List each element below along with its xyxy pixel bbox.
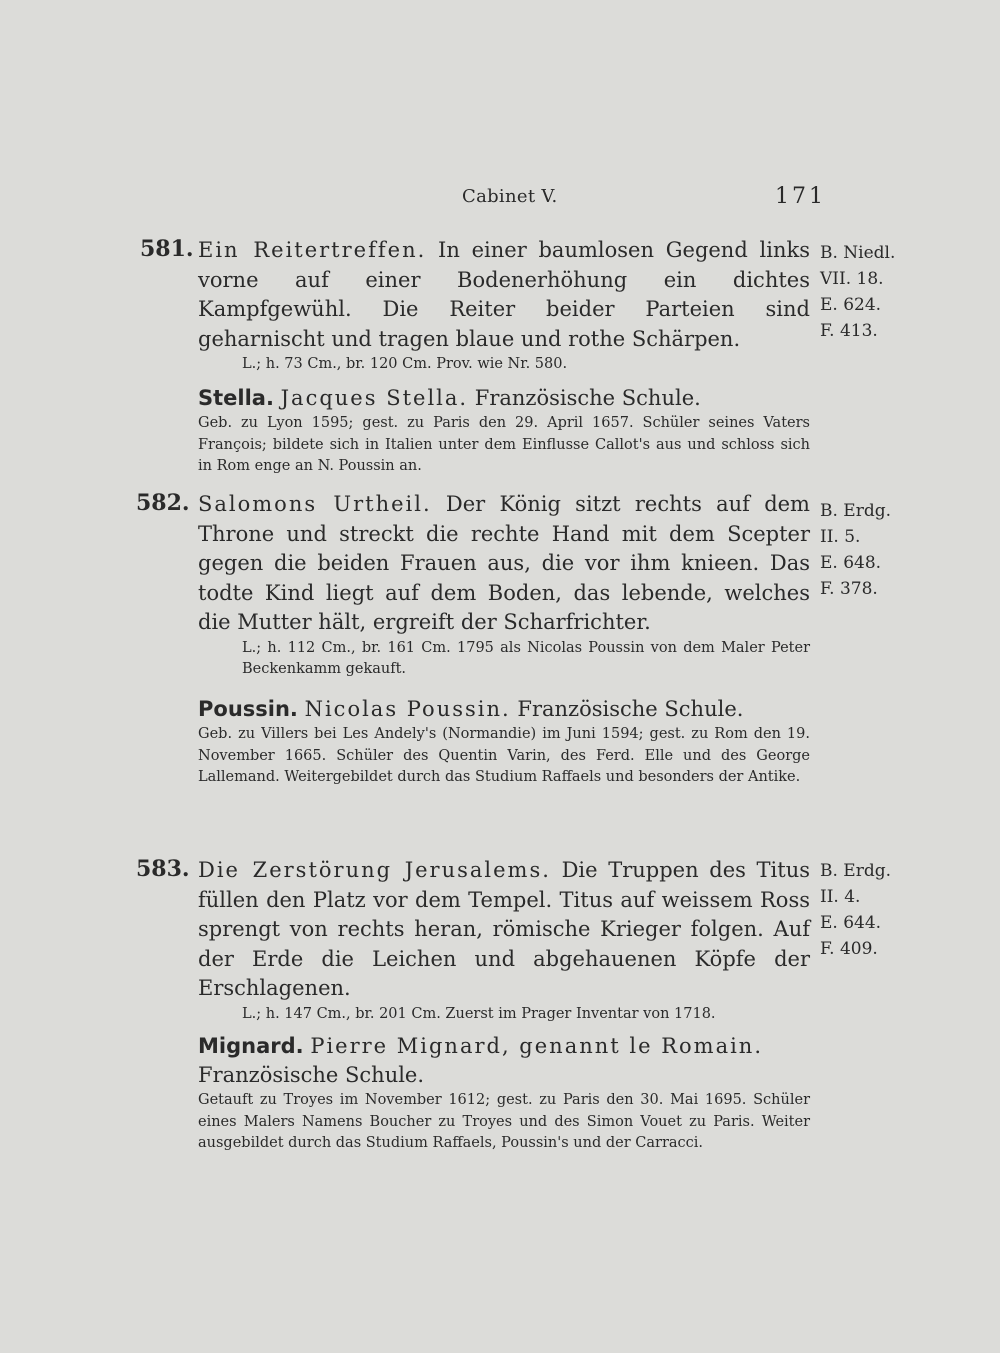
page-number: 171 bbox=[775, 184, 826, 209]
entry-number: 581. bbox=[140, 236, 194, 262]
artist-school: Französische Schule. bbox=[474, 386, 701, 410]
entry-details: L.; h. 73 Cm., br. 120 Cm. Prov. wie Nr. 580. bbox=[242, 356, 568, 372]
entry-description bbox=[198, 490, 810, 638]
artist-heading bbox=[198, 695, 810, 724]
entry-number: 582. bbox=[136, 490, 190, 516]
ref-e: E. 648. bbox=[820, 553, 882, 573]
artist-bio: Getauft zu Troyes im November 1612; gest. zu Paris den 30. Mai 1695. Schüler eines Malers Namens Boucher zu Troyes und des Simon Vouet zu Paris. Weiter ausgebildet durch das Studium Raffaels, Poussin's und der Carracci. bbox=[198, 1092, 810, 1151]
artist-short-name: Stella. bbox=[198, 386, 274, 410]
entry-text: Die Truppen des Titus füllen den Platz vor dem Tempel. Titus auf weissem Ross sprengt von rechts heran, römische Krieger folgen. Auf der Erde die Leichen und abgehauenen Köpfe der Erschlagenen. bbox=[198, 858, 810, 1000]
entry-title: Die Zerstörung Jerusalems. bbox=[198, 858, 551, 882]
artist-block bbox=[198, 384, 810, 478]
artist-school: Französische Schule. bbox=[517, 697, 744, 721]
ref-location: B. Erdg. bbox=[820, 501, 892, 521]
artist-heading bbox=[198, 384, 810, 413]
entry-description bbox=[198, 856, 810, 1004]
ref-f: F. 409. bbox=[820, 939, 878, 959]
artist-bio: Geb. zu Villers bei Les Andely's (Normandie) im Juni 1594; gest. zu Rom den 19. November 1665. Schüler des Quentin Varin, des Ferd. Elle und des George Lallemand. Weitergebildet durch das Studium Raffaels und besonders der Antike. bbox=[198, 726, 810, 785]
artist-block bbox=[198, 1032, 810, 1155]
ref-location: II. 4. bbox=[820, 887, 861, 907]
artist-heading bbox=[198, 1032, 810, 1090]
entry-references bbox=[820, 498, 891, 602]
catalog-entry bbox=[198, 856, 810, 1025]
artist-block bbox=[198, 695, 810, 789]
ref-location: VII. 18. bbox=[820, 269, 884, 289]
ref-f: F. 378. bbox=[820, 579, 878, 599]
entry-number: 583. bbox=[136, 856, 190, 882]
entry-details: L.; h. 147 Cm., br. 201 Cm. Zuerst im Prager Inventar von 1718. bbox=[242, 1005, 716, 1022]
artist-short-name: Poussin. bbox=[198, 697, 298, 721]
entry-text: Der König sitzt rechts auf dem Throne und streckt die rechte Hand mit dem Scepter gegen die beiden Frauen aus, die vor ihm knieen. Das todte Kind liegt auf dem Boden, das lebende, welches die Mutter hält, ergreift der Scharfrichter. bbox=[198, 492, 810, 634]
artist-full-name: Nicolas Poussin. bbox=[304, 697, 511, 721]
artist-full-name: Pierre Mignard, genannt le Romain. bbox=[310, 1034, 764, 1058]
entry-details: L.; h. 112 Cm., br. 161 Cm. 1795 als Nicolas Poussin von dem Maler Peter Beckenkamm gekauft. bbox=[242, 639, 810, 677]
ref-e: E. 644. bbox=[820, 913, 882, 933]
entry-title: Salomons Urtheil. bbox=[198, 492, 432, 516]
ref-location: II. 5. bbox=[820, 527, 861, 547]
artist-full-name: Jacques Stella. bbox=[280, 386, 469, 410]
entry-text: In einer baumlosen Gegend links vorne auf einer Bodenerhöhung ein dichtes Kampfgewühl. Die Reiter beider Parteien sind geharnischt und tragen blaue und rothe Schärpen. bbox=[198, 238, 810, 351]
entry-references bbox=[820, 858, 891, 962]
catalog-entry bbox=[198, 236, 810, 376]
ref-f: F. 413. bbox=[820, 321, 878, 341]
ref-e: E. 624. bbox=[820, 295, 882, 315]
running-header: Cabinet V. bbox=[462, 186, 558, 207]
artist-short-name: Mignard. bbox=[198, 1034, 304, 1058]
entry-description bbox=[198, 236, 810, 354]
catalog-entry bbox=[198, 490, 810, 681]
artist-school: Französische Schule. bbox=[198, 1063, 425, 1087]
entry-references bbox=[820, 240, 895, 344]
entry-title: Ein Reitertreffen. bbox=[198, 238, 427, 262]
ref-location: B. Erdg. bbox=[820, 861, 892, 881]
artist-bio: Geb. zu Lyon 1595; gest. zu Paris den 29. April 1657. Schüler seines Vaters François; bildete sich in Italien unter dem Einflusse Callot's aus und schloss sich in Rom enge an N. Poussin an. bbox=[198, 415, 810, 474]
ref-location: B. Niedl. bbox=[820, 243, 896, 263]
